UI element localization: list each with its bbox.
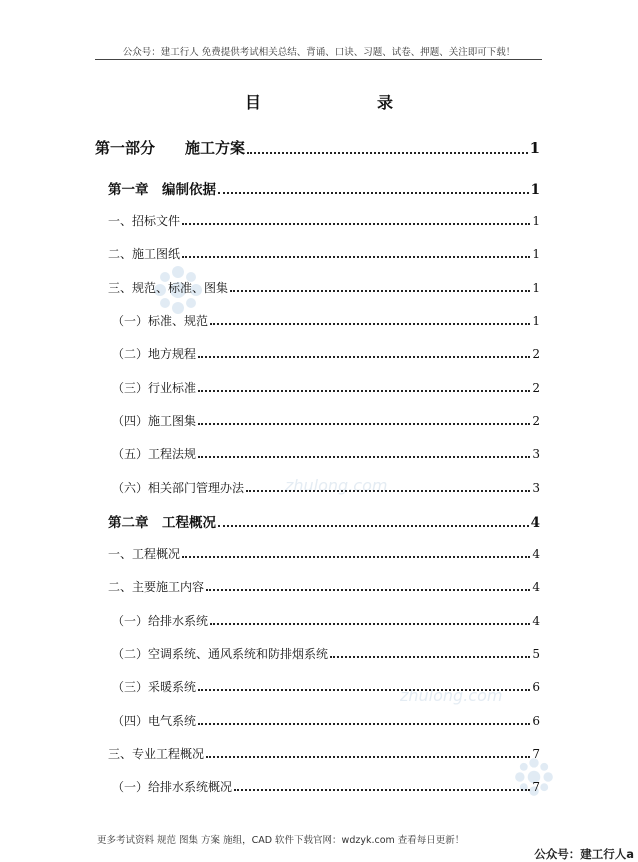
toc-entry-label: 第一章 编制依据 xyxy=(108,182,216,198)
toc-entry-page: 5 xyxy=(532,647,540,661)
toc-entry-page: 1 xyxy=(532,281,540,295)
toc-entry-label: （一）给排水系统概况 xyxy=(112,780,233,794)
toc-entry[interactable] xyxy=(112,379,540,396)
toc-entry-label: （五）工程法规 xyxy=(112,447,197,461)
toc-entry-label: 二、主要施工内容 xyxy=(108,580,205,594)
toc-entry-label: 一、招标文件 xyxy=(108,214,181,228)
toc-entry[interactable] xyxy=(108,178,540,198)
leader-dots xyxy=(218,525,529,527)
leader-dots xyxy=(247,152,528,154)
toc-entry-label: 二、施工图纸 xyxy=(108,247,181,261)
toc-entry-page: 3 xyxy=(532,447,540,461)
toc-entry-label: 第一部分 施工方案 xyxy=(95,139,246,157)
toc-entry-label: （二）地方规程 xyxy=(112,347,197,361)
watermark-text: zhulong.com xyxy=(285,476,388,495)
toc-entry-page: 3 xyxy=(532,481,540,495)
toc-entry[interactable] xyxy=(112,312,540,329)
toc-entry[interactable] xyxy=(108,245,540,262)
toc-entry[interactable] xyxy=(112,345,540,362)
toc-entry-label: （四）电气系统 xyxy=(112,714,197,728)
toc-entry-label: 三、规范、标准、图集 xyxy=(108,281,229,295)
toc-entry[interactable] xyxy=(112,412,540,429)
toc-entry-label: （一）标准、规范 xyxy=(112,314,209,328)
toc-entry-page: 1 xyxy=(530,182,540,198)
footer-note: 更多考试资料 规范 图集 方案 施组，CAD 软件下载官网：wdzyk.com 查看每日更新！ xyxy=(97,835,465,846)
toc-entry-label: （一）给排水系统 xyxy=(112,614,209,628)
toc-entry-page: 2 xyxy=(532,381,540,395)
toc-entry-label: （四）施工图集 xyxy=(112,414,197,428)
toc-entry-page: 6 xyxy=(532,680,540,694)
leader-dots xyxy=(198,356,530,358)
toc-entry-page: 4 xyxy=(532,547,540,561)
toc-title: 目 录 xyxy=(244,93,443,112)
leader-dots xyxy=(246,490,530,492)
leader-dots xyxy=(198,723,530,725)
toc-entry-page: 2 xyxy=(532,347,540,361)
toc-entry-label: （六）相关部门管理办法 xyxy=(112,481,245,495)
toc-entry-page: 4 xyxy=(532,614,540,628)
leader-dots xyxy=(210,323,530,325)
toc-entry-page: 1 xyxy=(532,214,540,228)
toc-entry-label: （二）空调系统、通风系统和防排烟系统 xyxy=(112,647,329,661)
toc-entry[interactable] xyxy=(112,645,540,662)
toc-entry-page: 1 xyxy=(532,314,540,328)
toc-entry-page: 1 xyxy=(529,139,540,157)
toc-entry[interactable] xyxy=(108,279,540,296)
toc-entry-label: 第二章 工程概况 xyxy=(108,515,216,531)
corner-watermark-text: 公众号：建工行人a xyxy=(534,847,634,861)
toc-entry-page: 7 xyxy=(532,747,540,761)
toc-entry-label: （三）采暖系统 xyxy=(112,680,197,694)
leader-dots xyxy=(198,689,530,691)
toc-entry-page: 2 xyxy=(532,414,540,428)
leader-dots xyxy=(234,789,530,791)
toc-entry[interactable] xyxy=(108,511,540,531)
leader-dots xyxy=(182,556,530,558)
toc-entry[interactable] xyxy=(108,745,540,762)
leader-dots xyxy=(206,589,530,591)
toc-entry-page: 4 xyxy=(532,580,540,594)
toc-entry-label: 三、专业工程概况 xyxy=(108,747,205,761)
leader-dots xyxy=(210,623,530,625)
toc-entry-label: （三）行业标准 xyxy=(112,381,197,395)
leader-dots xyxy=(330,656,530,658)
header-note: 公众号：建工行人 免费提供考试相关总结、背诵、口诀、习题、试卷、押题、关注即可下载！ xyxy=(122,47,516,58)
toc-entry-label: 一、工程概况 xyxy=(108,547,181,561)
toc-entry[interactable] xyxy=(108,212,540,229)
leader-dots xyxy=(198,390,530,392)
leader-dots xyxy=(182,256,530,258)
toc-entry[interactable] xyxy=(112,445,540,462)
toc-entry-page: 1 xyxy=(532,247,540,261)
leader-dots xyxy=(198,423,530,425)
toc-entry[interactable] xyxy=(108,578,540,595)
leader-dots xyxy=(218,192,529,194)
toc-entry[interactable] xyxy=(112,778,540,795)
leader-dots xyxy=(206,756,530,758)
leader-dots xyxy=(182,223,530,225)
watermark-text: zhulong.com xyxy=(400,686,503,705)
toc-entry[interactable] xyxy=(108,545,540,562)
toc-entry[interactable] xyxy=(112,612,540,629)
toc-entry-page: 7 xyxy=(532,780,540,794)
leader-dots xyxy=(198,456,530,458)
toc-entry-page: 6 xyxy=(532,714,540,728)
toc-entry-page: 4 xyxy=(530,515,540,531)
toc-entry[interactable] xyxy=(112,712,540,729)
leader-dots xyxy=(230,290,530,292)
toc-entry[interactable] xyxy=(112,479,540,496)
toc-entry[interactable] xyxy=(95,137,540,158)
toc-entry[interactable] xyxy=(112,678,540,695)
